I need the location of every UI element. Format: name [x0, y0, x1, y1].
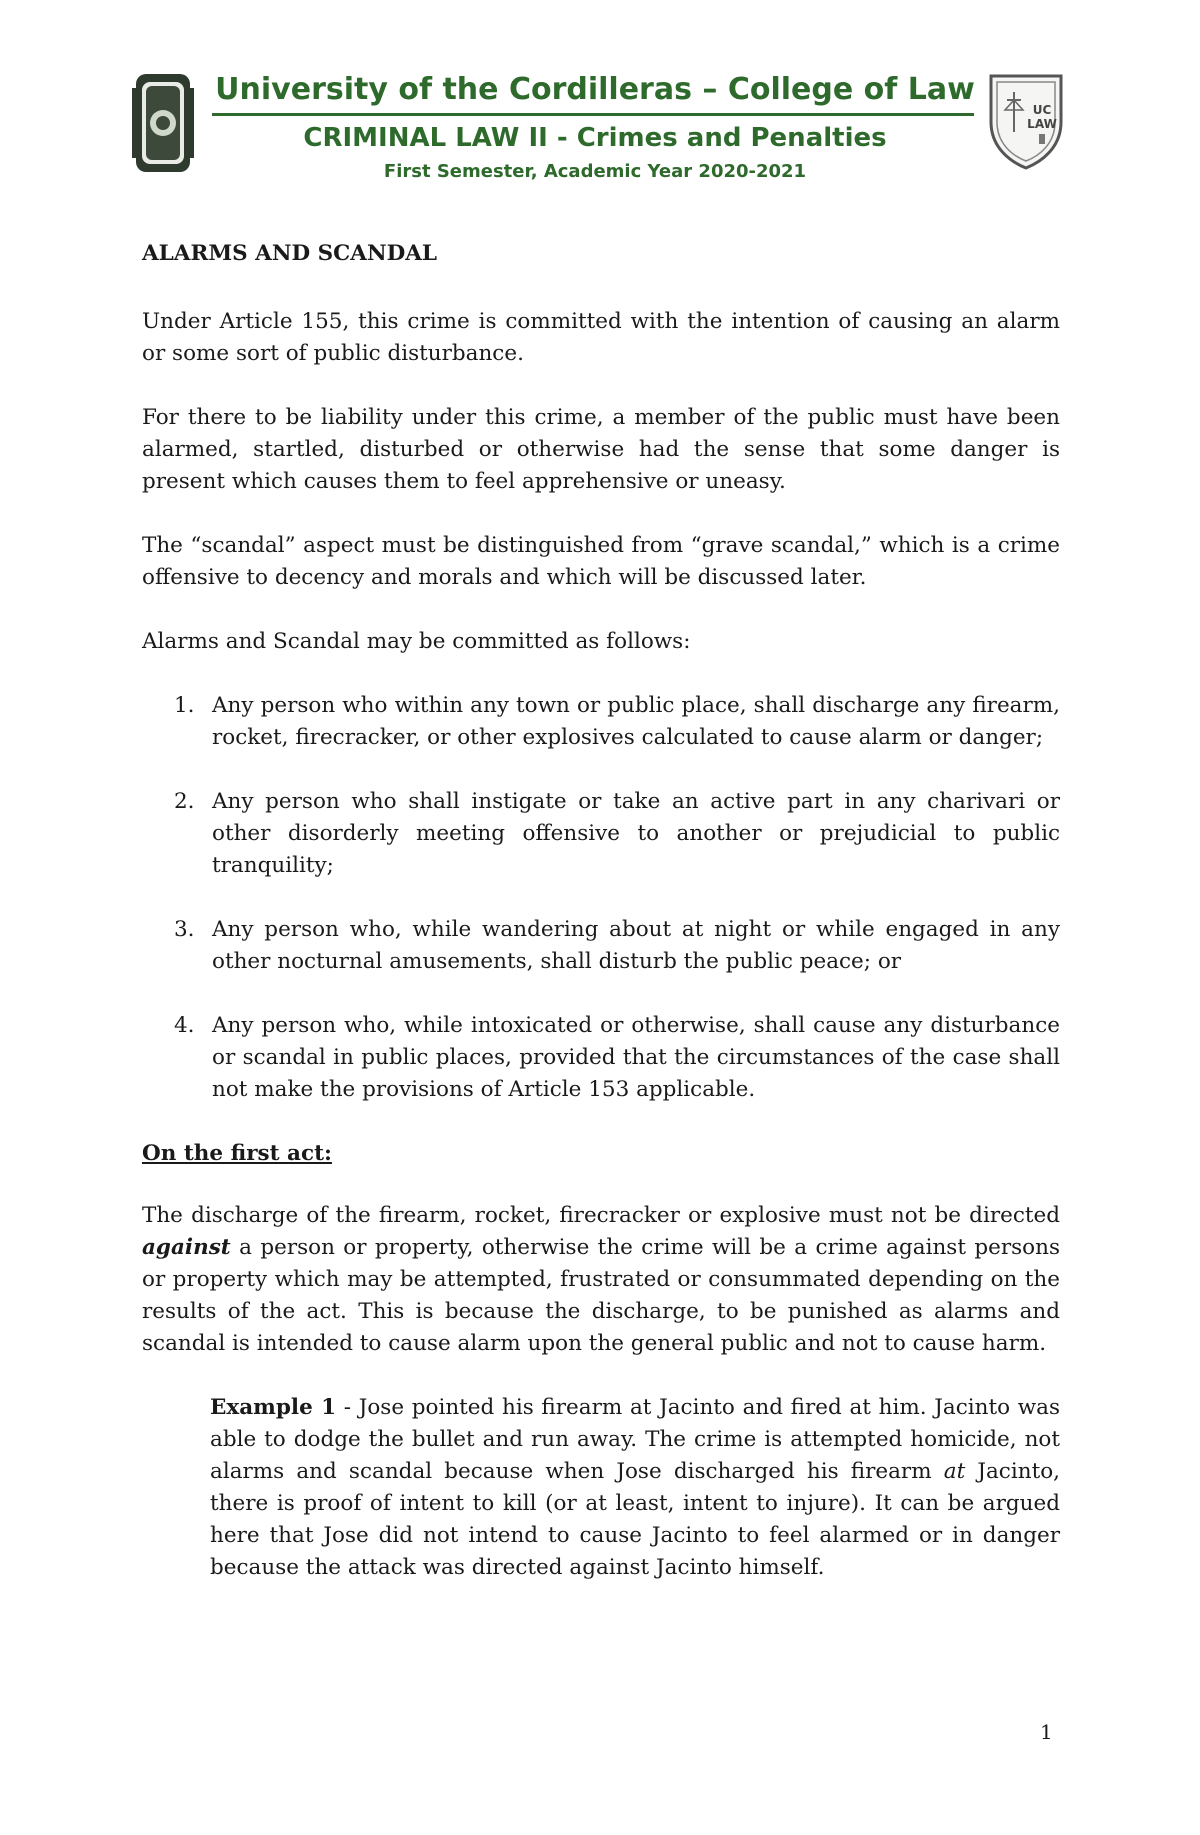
page-number: 1	[1040, 1720, 1053, 1744]
university-college-title: University of the Cordilleras – College of Law	[215, 72, 975, 107]
example-label: Example 1	[210, 1395, 337, 1420]
list-item-number: 2.	[174, 789, 195, 814]
document-body	[142, 238, 1060, 1584]
paragraph-scandal-distinction: The “scandal” aspect must be distinguished from “grave scandal,” which is a crime offensive to decency and morals and which will be discussed later.	[142, 533, 1060, 590]
svg-text:UC: UC	[1032, 103, 1052, 117]
list-item-number: 4.	[174, 1013, 195, 1038]
example-text-end: Jacinto, there is proof of intent to kill (or at least, intent to injure). It can be argued here that Jose did not intend to cause Jacinto to feel alarmed or in danger because the attack was directed against Jacinto himself.	[210, 1459, 1060, 1580]
first-act-emphasis: against	[142, 1235, 231, 1260]
university-seal-logo	[132, 68, 194, 178]
paragraph-list-intro: Alarms and Scandal may be committed as follows:	[142, 629, 691, 654]
example-text-start: - Jose pointed his firearm at Jacinto and fired at him. Jacinto was able to dodge the bullet and run away. The crime is attempted homicide, not alarms and scandal because when Jose discharged his firearm	[210, 1395, 1060, 1484]
list-item-text: Any person who, while wandering about at night or while engaged in any other nocturnal amusements, shall disturb the public peace; or	[212, 917, 1060, 974]
header-divider	[212, 113, 974, 116]
list-item	[142, 786, 1060, 882]
svg-text:LAW: LAW	[1027, 117, 1057, 131]
list-item-number: 1.	[174, 693, 195, 718]
uc-law-shield-logo	[985, 70, 1067, 172]
section-heading: ALARMS AND SCANDAL	[142, 241, 438, 266]
acts-list	[142, 690, 1060, 1106]
course-title: CRIMINAL LAW II - Crimes and Penalties	[303, 123, 887, 153]
paragraph-first-act	[142, 1200, 1060, 1360]
first-act-heading: On the first act:	[142, 1141, 332, 1166]
academic-term: First Semester, Academic Year 2020-2021	[383, 161, 807, 182]
example-1	[142, 1392, 1060, 1584]
list-item	[142, 914, 1060, 978]
list-item-text: Any person who within any town or public place, shall discharge any firearm, rocket, firecracker, or other explosives calculated to cause alarm or danger;	[212, 693, 1060, 750]
first-act-text-end: a person or property, otherwise the crime will be a crime against persons or property which may be attempted, frustrated or consummated depending on the results of the act. This is because the discharge, to be punished as alarms and scandal is intended to cause alarm upon the general public and not to cause harm.	[142, 1235, 1060, 1356]
example-emphasis: at	[943, 1459, 966, 1484]
list-item	[142, 1010, 1060, 1106]
list-item-number: 3.	[174, 917, 195, 942]
list-item-text: Any person who shall instigate or take an active part in any charivari or other disorderly meeting offensive to another or prejudicial to public tranquility;	[212, 789, 1060, 878]
list-item	[142, 690, 1060, 754]
paragraph-liability: For there to be liability under this crime, a member of the public must have been alarmed, startled, disturbed or otherwise had the sense that some danger is present which causes them to feel apprehensive or uneasy.	[142, 405, 1060, 494]
paragraph-intro: Under Article 155, this crime is committed with the intention of causing an alarm or some sort of public disturbance.	[142, 309, 1060, 366]
first-act-text-start: The discharge of the firearm, rocket, firecracker or explosive must not be directed	[142, 1203, 1060, 1228]
list-item-text: Any person who, while intoxicated or otherwise, shall cause any disturbance or scandal in public places, provided that the circumstances of the case shall not make the provisions of Article 153 applicable.	[212, 1013, 1060, 1102]
